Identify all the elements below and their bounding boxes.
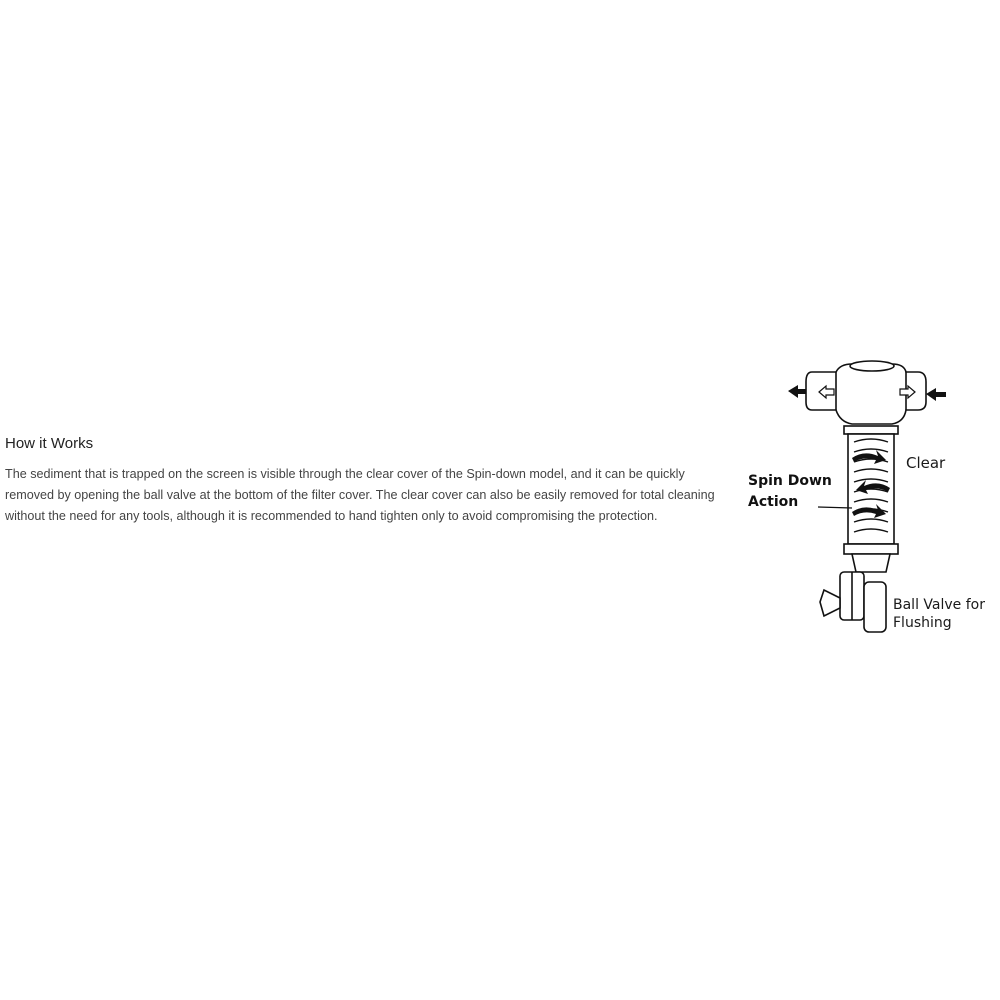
section-heading: How it Works <box>5 435 94 452</box>
ball-valve-label-line1: Ball Valve for <box>893 597 985 613</box>
inlet-arrow-icon <box>926 388 946 401</box>
spin-leader-line <box>818 507 852 508</box>
ball-valve <box>820 572 886 632</box>
section-paragraph: The sediment that is trapped on the screen is visible through the clear cover of the Spin-down model, and it can be quickly removed by opening the ball valve at the bottom of the filter cover. The clear cover can also be easily removed for total cleaning without the need for any tools, although it is recommended to hand tighten only to avoid compromising the protection. <box>5 467 715 523</box>
ball-valve-label-line2: Flushing <box>893 615 952 631</box>
clear-label: Clear <box>906 454 946 472</box>
spin-down-filter-diagram <box>740 350 998 640</box>
spin-down-label-line1: Spin Down <box>748 473 832 489</box>
spin-down-label-line2: Action <box>748 494 799 510</box>
how-it-works-section <box>5 432 725 527</box>
filter-head <box>806 361 926 424</box>
